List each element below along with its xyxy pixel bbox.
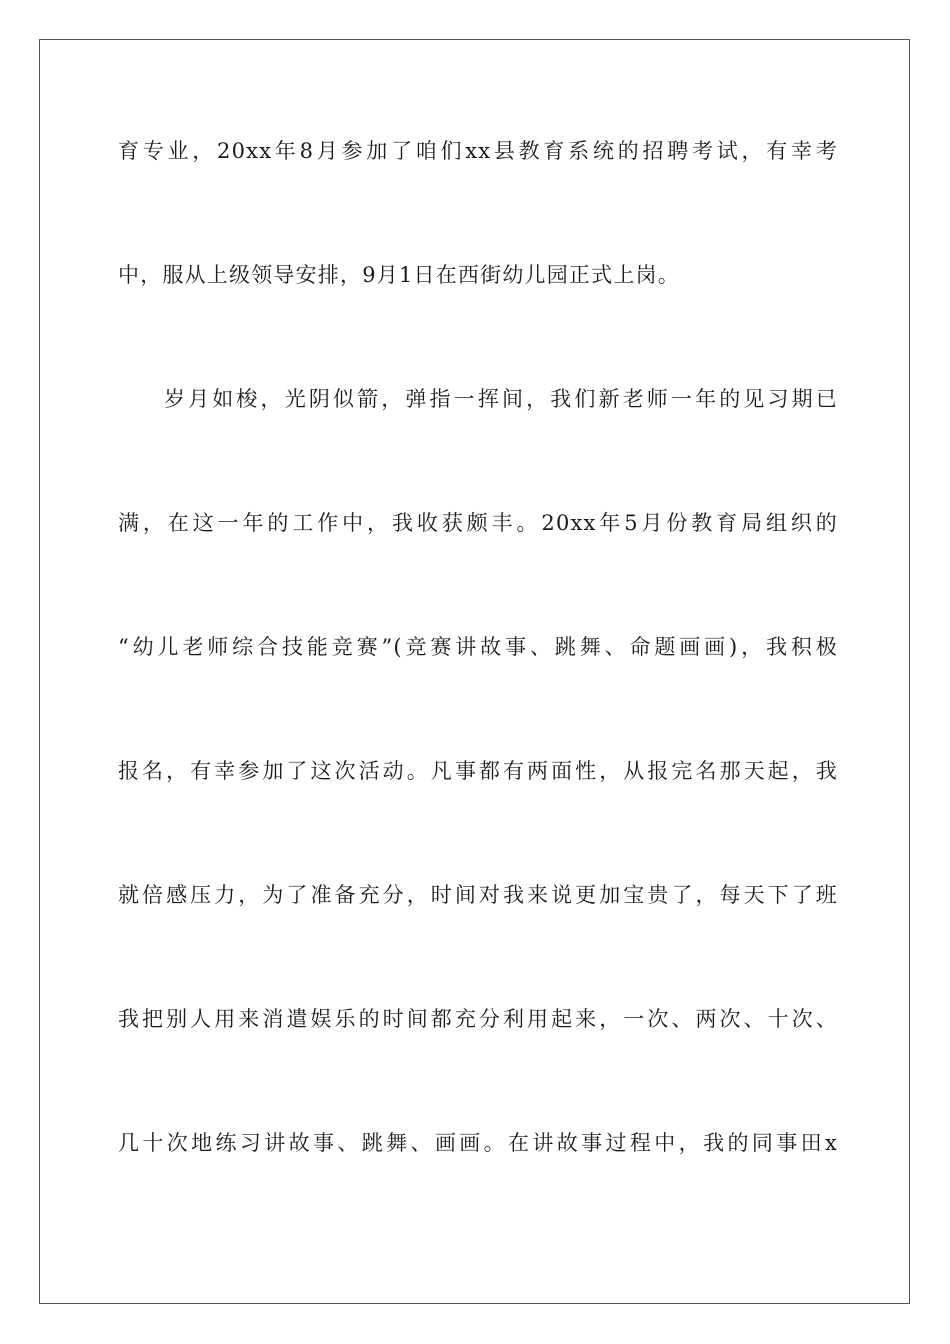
- paragraph-line-2: 中，服从上级领导安排，9月1日在西街幼儿园正式上岗。: [118, 263, 680, 287]
- paragraph-line-5: “幼儿老师综合技能竞赛”(竞赛讲故事、跳舞、命题画画)，我积极: [118, 635, 838, 659]
- paragraph-line-1: 育专业，20xx年8月参加了咱们xx县教育系统的招聘考试，有幸考: [118, 139, 838, 163]
- paragraph-line-7: 就倍感压力，为了准备充分，时间对我来说更加宝贵了，每天下了班: [118, 883, 838, 907]
- paragraph-line-6: 报名，有幸参加了这次活动。凡事都有两面性，从报完名那天起，我: [118, 759, 838, 783]
- paragraph-line-3: 岁月如梭，光阴似箭，弹指一挥间，我们新老师一年的见习期已: [164, 387, 838, 411]
- paragraph-line-9: 几十次地练习讲故事、跳舞、画画。在讲故事过程中，我的同事田x: [118, 1131, 838, 1155]
- page-border: [39, 39, 910, 1304]
- paragraph-line-4: 满，在这一年的工作中，我收获颇丰。20xx年5月份教育局组织的: [118, 511, 838, 535]
- paragraph-line-8: 我把别人用来消遣娱乐的时间都充分利用起来，一次、两次、十次、: [118, 1007, 838, 1031]
